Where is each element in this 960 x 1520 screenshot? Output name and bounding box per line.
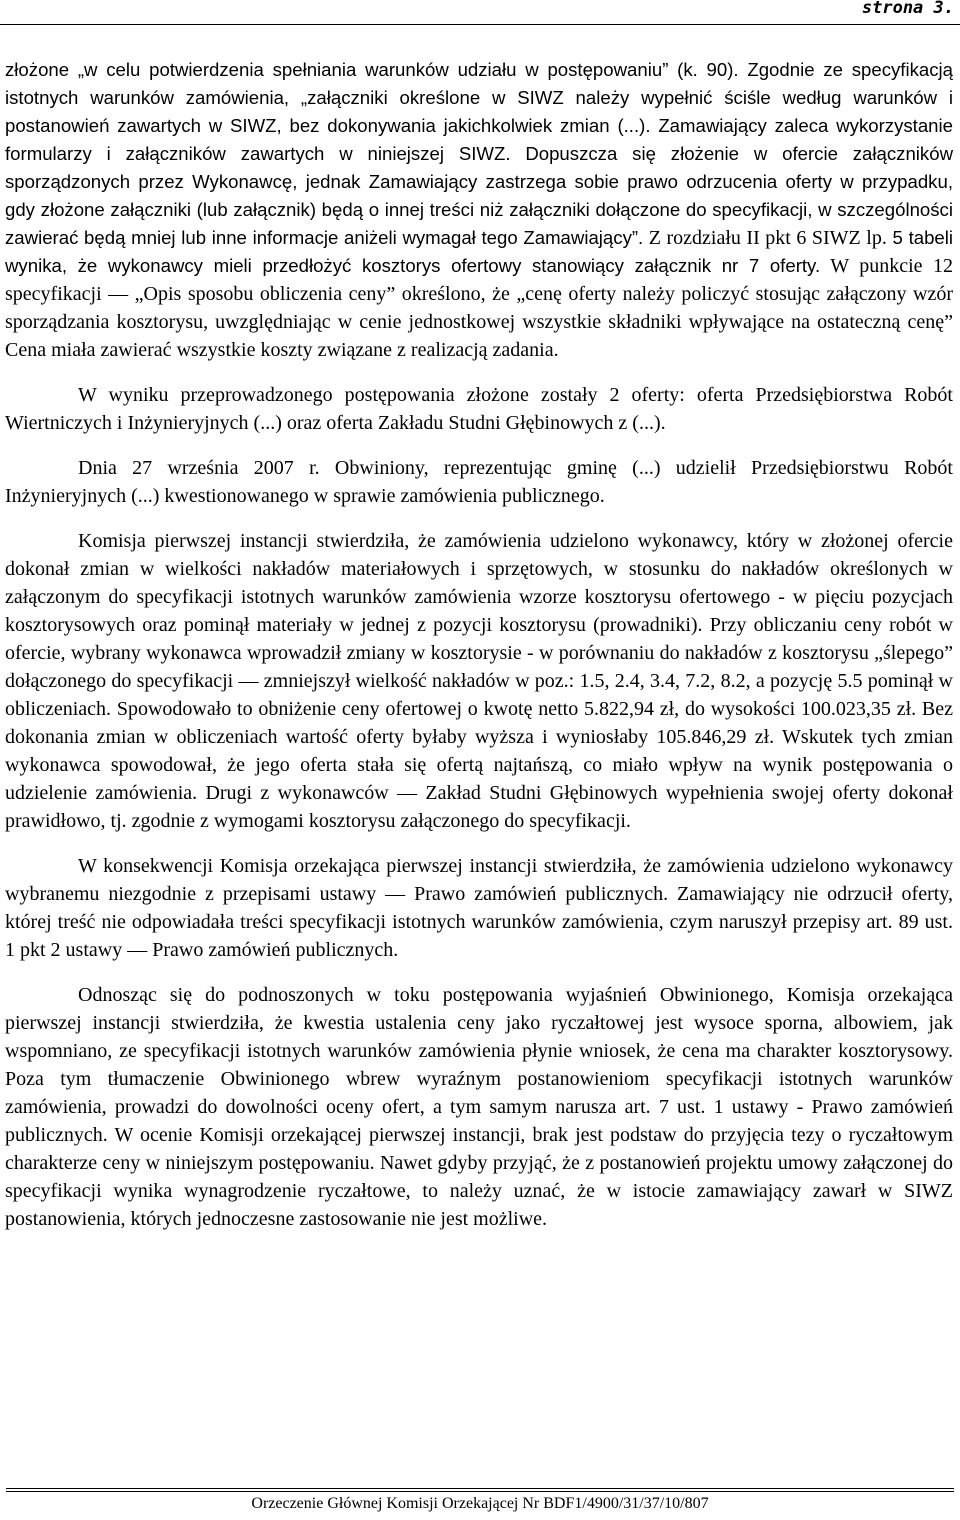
page-header bbox=[0, 0, 960, 26]
paragraph-siwz-price-method: W punkcie 12 specyfikacji — „Opis sposobu obliczenia ceny” określono, że „cenę oferty należy policzyć stosując załączony wzór sporządzania kosztorysu, uwzględniając w cenie jednostkowej wszystkie składniki wpływające na ostateczną cenę” Cena miała zawierać wszystkie koszty związane z realizacją zadania. bbox=[5, 255, 953, 361]
paragraph-siwz-section-ref: Z rozdziału II pkt 6 SIWZ lp. bbox=[643, 227, 887, 249]
document-body bbox=[5, 56, 953, 1233]
paragraph-consequence: W konsekwencji Komisja orzekająca pierwszej instancji stwierdziła, że zamówienia udzielono wykonawcy wybranemu niezgodnie z przepisami ustawy — Prawo zamówień publicznych. Zamawiający nie odrzucił oferty, której treść nie odpowiadała treści specyfikacji istotnych warunków zamówienia, czym naruszył przepisy art. 89 ust. 1 pkt 2 ustawy — Prawo zamówień publicznych. bbox=[5, 855, 953, 961]
footer-rule bbox=[6, 1491, 954, 1492]
paragraph-offers: W wyniku przeprowadzonego postępowania złożone zostały 2 oferty: oferta Przedsiębiorstwa Robót Wiertniczych i Inżynieryjnych (...) oraz oferta Zakładu Studni Głębinowych z (...). bbox=[5, 384, 953, 434]
paragraph-award-date: Dnia 27 września 2007 r. Obwiniony, reprezentując gminę (...) udzielił Przedsiębiorstwu Robót Inżynieryjnych (...) kwestionowanego w sprawie zamówienia publicznego. bbox=[5, 457, 953, 507]
paragraph-commission-findings: Komisja pierwszej instancji stwierdziła, że zamówienia udzielono wykonawcy, który w złożonej ofercie dokonał zmian w wielkości nakładów materiałowych i sprzętowych, w stosunku do nakładów określonych w załączonym do specyfikacji istotnych warunków zamówienia wzorze kosztorysu ofertowego - w pięciu pozycjach kosztorysowych oraz pominął materiały w jednej z pozycji kosztorysu (prowadniki). Przy obliczaniu ceny robót w ofercie, wybrany wykonawca wprowadził zmiany w kosztorysie - w porównaniu do nakładów z kosztorysu „ślepego” dołączonego do specyfikacji — zmniejszył wielkość nakładów w poz.: 1.5, 2.4, 3.4, 7.2, 8.2, a pozycję 5.5 pominął w obliczeniach. Spowodowało to obniżenie ceny ofertowej o kwotę netto 5.822,94 zł, do wysokości 100.023,35 zł. Bez dokonania zmian w obliczeniach wartość oferty byłaby wyższa i wyniosłaby 105.846,29 zł. Wskutek tych zmian wykonawca spowodował, że jego oferta stała się ofertą najtańszą, co miało wpływ na wynik postępowania o udzielenie zamówienia. Drugi z wykonawców — Zakład Studni Głębinowych wypełnienia swojej oferty dokonał prawidłowo, tj. zgodnie z wymogami kosztorysu załączonego do specyfikacji. bbox=[5, 530, 953, 832]
footer-text: Orzeczenie Głównej Komisji Orzekającej Nr BDF1/4900/31/37/10/807 bbox=[251, 1495, 709, 1512]
header-rule bbox=[0, 24, 960, 25]
paragraph-siwz-conditions bbox=[5, 56, 953, 364]
paragraph-siwz-table-ref: 5 tabeli wynika, że wykonawcy mieli przedłożyć kosztorys ofertowy stanowiący załącznik nr 7 oferty. bbox=[5, 227, 954, 276]
footer-rule bbox=[6, 1488, 954, 1489]
paragraph-siwz-quote: złożone „w celu potwierdzenia spełniania warunków udziału w postępowaniu” (k. 90). Zgodnie ze specyfikacją istotnych warunków zamówienia, „załączniki określone w SIWZ należy wypełnić ściśle według warunków i postanowień zawartych w SIWZ, bez dokonywania jakichkolwiek zmian (...). Zamawiający zaleca wykorzystanie formularzy i załączników zawartych w niniejszej SIWZ. Dopuszcza się złożenie w ofercie załączników sporządzonych przez Wykonawcę, jednak Zamawiający zastrzega sobie prawo odrzucenia oferty w przypadku, gdy złożone załączniki (lub załącznik) będą o innej treści niż załączniki dołączone do specyfikacji, w szczególności zawierać będą mniej lub inne informacje aniżeli wymagał tego Zamawiający”. bbox=[5, 59, 953, 248]
paragraph-explanations: Odnosząc się do podnoszonych w toku postępowania wyjaśnień Obwinionego, Komisja orzekająca pierwszej instancji stwierdziła, że kwestia ustalenia ceny jako ryczałtowej jest wysoce sporna, albowiem, jak wspomniano, ze specyfikacji istotnych warunków zamówienia płynie wniosek, że cena ma charakter kosztorysowy. Poza tym tłumaczenie Obwinionego wbrew wyraźnym postanowieniom specyfikacji istotnych warunków zamówienia, prowadzi do dowolności oceny ofert, a tym samym narusza art. 7 ust. 1 ustawy - Prawo zamówień publicznych. W ocenie Komisji orzekającej pierwszej instancji, brak jest podstaw do przyjęcia tezy o ryczałtowym charakterze ceny w niniejszym postępowaniu. Nawet gdyby przyjąć, że z postanowień projektu umowy załączonej do specyfikacji wynika wynagrodzenie ryczałtowe, to należy uznać, że w istocie zamawiający zawarł w SIWZ postanowienia, których jednoczesne zastosowanie nie jest możliwe. bbox=[5, 984, 953, 1230]
page-number: strona 3. bbox=[861, 0, 954, 18]
